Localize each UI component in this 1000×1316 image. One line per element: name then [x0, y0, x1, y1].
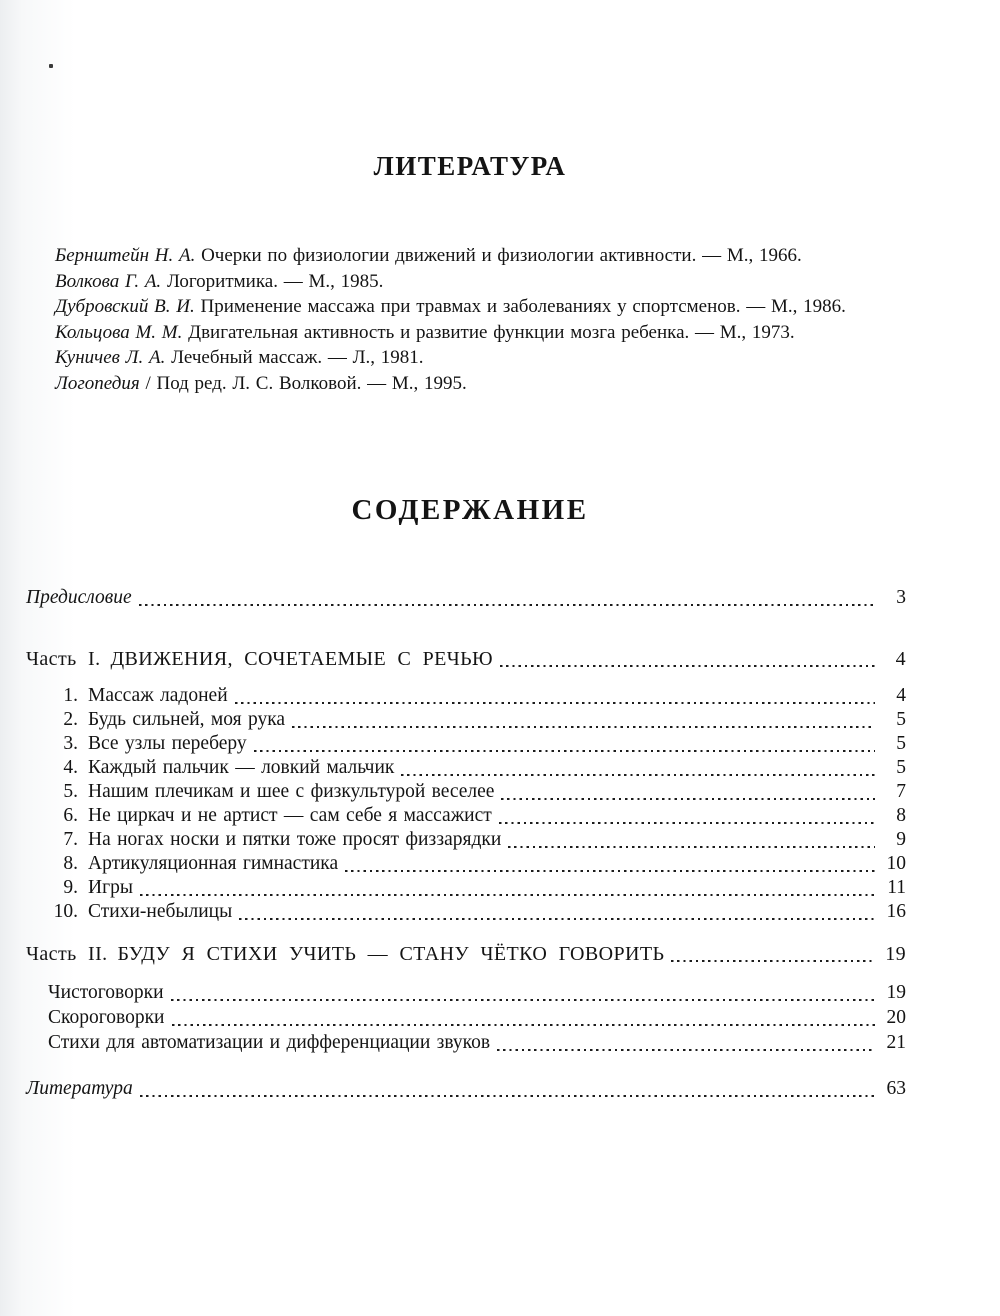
toc-item-number: 6.	[63, 805, 78, 826]
toc-page-number: 19	[886, 982, 906, 1003]
toc-item-label: Все узлы переберу	[88, 733, 247, 754]
toc-page-number: 3	[896, 587, 906, 608]
bibliography-author: Волкова Г. А.	[55, 270, 162, 292]
toc-page-number: 9	[896, 829, 906, 850]
toc-page-number: 19	[885, 943, 906, 965]
bibliography-entry	[55, 371, 945, 397]
dots-leader	[239, 918, 875, 920]
toc-item-row	[26, 828, 906, 852]
bibliography-author: Дубровский В. И.	[55, 296, 195, 317]
dots-leader	[671, 960, 875, 962]
literature-section-title: ЛИТЕРАТУРА	[373, 151, 567, 181]
toc-item-label: Массаж ладоней	[88, 685, 228, 706]
bibliography-entry	[55, 345, 945, 371]
toc-item-label: Нашим плечикам и шее с физкультурой веселее	[88, 781, 495, 802]
toc-item-number: 2.	[63, 709, 78, 730]
toc-item-row	[26, 708, 906, 732]
bibliography-author: Куничев Л. А.	[55, 347, 166, 368]
toc-item-label: Каждый пальчик — ловкий мальчик	[88, 757, 395, 778]
toc-item-label: Стихи-небылицы	[88, 901, 233, 922]
bibliography-entry-text: / Под ред. Л. С. Волковой. — М., 1995.	[139, 372, 467, 394]
toc-page-number: 63	[886, 1078, 906, 1099]
toc-item-number: 4.	[63, 757, 78, 778]
toc-item-row	[26, 684, 906, 708]
toc-page-number: 10	[886, 853, 906, 874]
bibliography-author: Кольцова М. М.	[55, 321, 183, 343]
toc-page-number: 11	[887, 877, 906, 898]
dots-leader	[345, 870, 875, 872]
toc-page-number: 8	[896, 805, 906, 826]
toc-page-number: 21	[886, 1032, 906, 1053]
dots-leader	[172, 1024, 876, 1026]
toc-item-label: На ногах носки и пятки тоже просят физзарядки	[88, 829, 502, 850]
toc-page-number: 7	[896, 781, 906, 802]
bibliography-entry-text: Очерки по физиологии движений и физиологии активности. — М., 1966.	[195, 245, 802, 266]
dots-leader	[139, 604, 875, 606]
toc-page-number: 4	[896, 685, 906, 706]
toc-item-number: 7.	[63, 829, 78, 850]
bibliography-entry	[55, 243, 945, 269]
toc-subitem-row	[48, 1030, 906, 1055]
toc-page-number: 5	[896, 757, 906, 778]
toc-item-label: Не циркач и не артист — сам себе я массажист	[88, 805, 492, 826]
bibliography-author: Бернштейн Н. А.	[55, 245, 196, 266]
dots-leader	[497, 1049, 875, 1051]
bibliography-entry-text: Двигательная активность и развитие функции мозга ребенка. — М., 1973.	[182, 321, 795, 343]
toc-item-number: 1.	[63, 685, 78, 706]
dots-leader	[401, 774, 875, 776]
bibliography-entry	[55, 294, 945, 320]
bibliography-list	[55, 243, 945, 396]
dots-leader	[140, 894, 875, 896]
toc-item-label: Стихи для автоматизации и дифференциации звуков	[48, 1032, 491, 1053]
toc-preface-label: Предисловие	[26, 587, 132, 608]
bibliography-entry-text: Логоритмика. — М., 1985.	[161, 270, 384, 292]
toc-literature-row	[26, 1077, 906, 1101]
dots-leader	[499, 822, 875, 824]
toc-part1-prefix: Часть I.	[26, 648, 101, 670]
toc-item-label: Игры	[88, 877, 133, 898]
toc-item-label: Артикуляционная гимнастика	[88, 853, 339, 874]
toc-item-label: Чистоговорки	[48, 982, 164, 1003]
toc-part1-title: ДВИЖЕНИЯ, СОЧЕТАЕМЫЕ С РЕЧЬЮ	[110, 648, 494, 670]
bibliography-entry-text: Применение массажа при травмах и заболеваниях у спортсменов. — М., 1986.	[194, 296, 846, 317]
toc-part2-items	[26, 980, 906, 1055]
toc-item-label: Скороговорки	[48, 1007, 165, 1028]
bibliography-author: Логопедия	[55, 372, 140, 394]
toc-item-number: 10.	[53, 901, 78, 922]
bibliography-entry	[55, 320, 945, 346]
toc-part1-row	[26, 647, 906, 671]
dots-leader	[501, 798, 875, 800]
toc-page-number: 16	[886, 901, 906, 922]
toc-page-number: 4	[895, 648, 906, 670]
toc-item-number: 3.	[63, 733, 78, 754]
toc-preface-row	[26, 586, 906, 610]
toc-item-row	[26, 732, 906, 756]
dots-leader	[292, 726, 875, 728]
bibliography-entry-text: Лечебный массаж. — Л., 1981.	[165, 347, 424, 368]
toc-subitem-row	[48, 980, 906, 1005]
dots-leader	[171, 999, 875, 1001]
toc-item-row	[26, 756, 906, 780]
toc-item-row	[26, 852, 906, 876]
dots-leader	[500, 665, 875, 667]
toc-item-label: Будь сильней, моя рука	[88, 709, 286, 730]
toc-item-row	[26, 900, 906, 924]
dots-leader	[140, 1095, 875, 1097]
table-of-contents	[26, 586, 906, 1101]
toc-part2-title: БУДУ Я СТИХИ УЧИТЬ — СТАНУ ЧЁТКО ГОВОРИТЬ	[117, 943, 665, 965]
dots-leader	[508, 846, 875, 848]
toc-item-row	[26, 804, 906, 828]
toc-part1-items	[26, 684, 906, 924]
toc-literature-label: Литература	[26, 1078, 133, 1099]
scan-artifact-speck	[49, 64, 53, 68]
toc-part2-prefix: Часть II.	[26, 943, 108, 965]
toc-item-row	[26, 876, 906, 900]
toc-item-number: 9.	[63, 877, 78, 898]
toc-subitem-row	[48, 1005, 906, 1030]
bibliography-entry	[55, 269, 945, 295]
toc-item-number: 5.	[63, 781, 78, 802]
contents-section-title: СОДЕРЖАНИЕ	[351, 494, 589, 526]
toc-page-number: 5	[896, 733, 906, 754]
toc-page-number: 20	[886, 1007, 906, 1028]
dots-leader	[254, 750, 875, 752]
toc-item-number: 8.	[63, 853, 78, 874]
toc-item-row	[26, 780, 906, 804]
toc-part2-row	[26, 942, 906, 966]
dots-leader	[235, 702, 875, 704]
toc-page-number: 5	[896, 709, 906, 730]
